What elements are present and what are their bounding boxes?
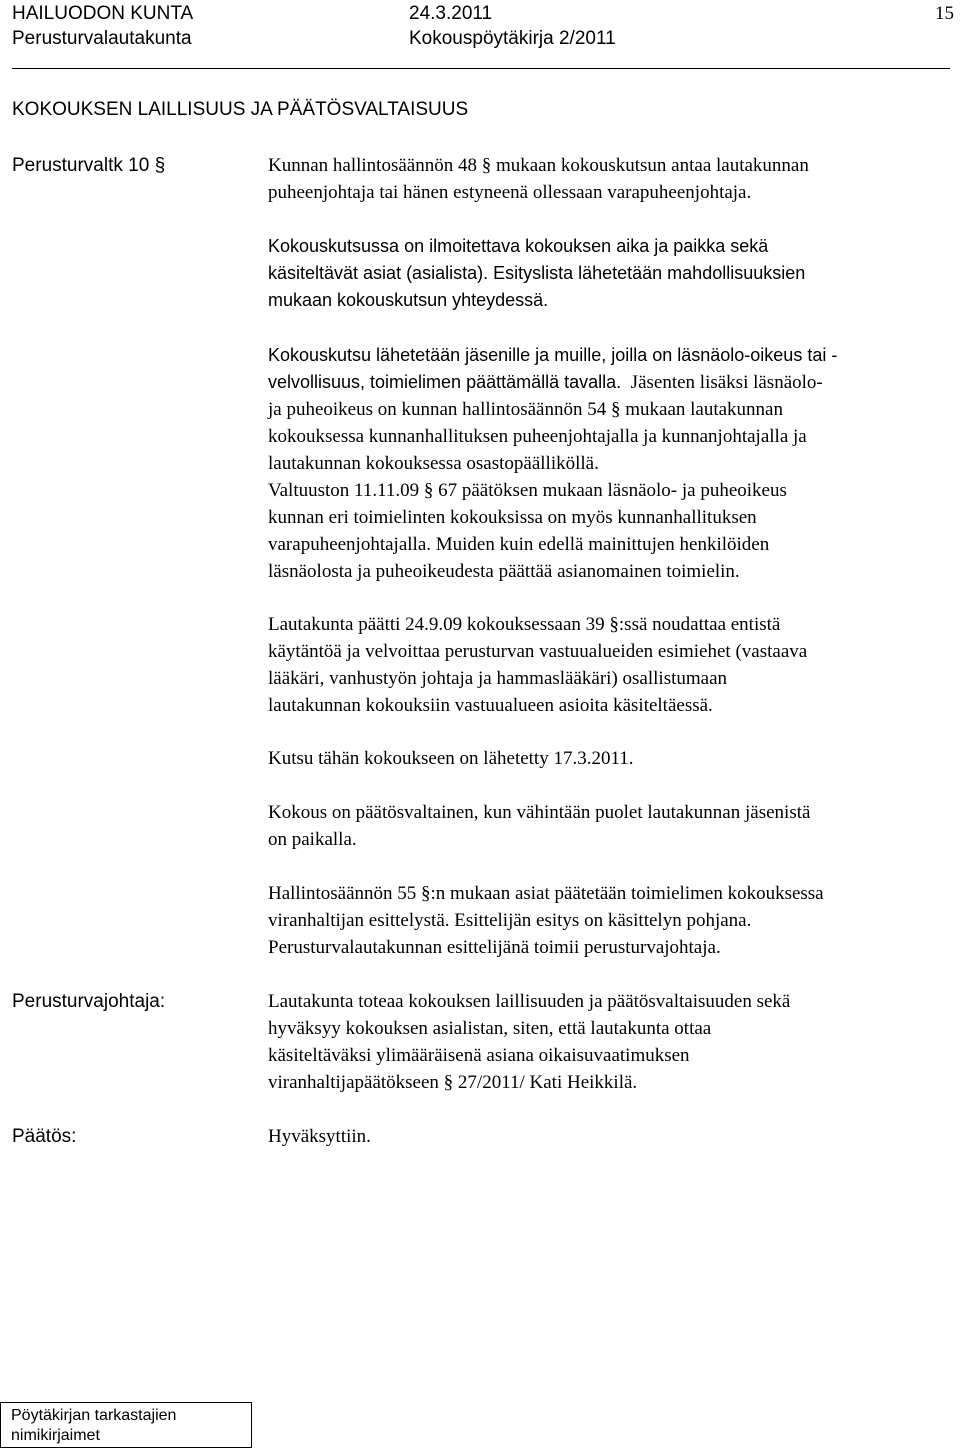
- text-line: on paikalla.: [268, 829, 357, 850]
- proposal-text: [268, 988, 956, 1096]
- paragraph-convening: [268, 152, 956, 206]
- text-line: Kokouskutsussa on ilmoitettava kokouksen aika ja paikka sekä: [268, 236, 769, 256]
- board-name: Perusturvalautakunta: [12, 28, 192, 49]
- decision-text: [268, 1123, 956, 1150]
- footer-line: Pöytäkirjan tarkastajien: [11, 1407, 177, 1424]
- page-number: 15: [935, 3, 954, 24]
- section-reference: Perusturvaltk 10 §: [12, 155, 166, 176]
- footer-line: nimikirjaimet: [11, 1427, 100, 1444]
- text-line: käsiteltäväksi ylimääräisenä asiana oikaisuvaatimuksen: [268, 1045, 690, 1066]
- text-line-mixed: [268, 369, 956, 396]
- text-line: viranhaltijan esittelystä. Esittelijän esitys on käsittelyn pohjana.: [268, 910, 752, 931]
- text-line: hyväksyy kokouksen asialistan, siten, että lautakunta ottaa: [268, 1018, 712, 1039]
- text-segment: Jäsenten lisäksi läsnäolo-: [630, 372, 823, 393]
- text-line: Lautakunta toteaa kokouksen laillisuuden ja päätösvaltaisuuden sekä: [268, 991, 791, 1012]
- text-line: Perusturvalautakunnan esittelijänä toimii perusturvajohtaja.: [268, 937, 721, 958]
- decision-label: Päätös:: [12, 1126, 77, 1147]
- paragraph-officials: [268, 611, 956, 719]
- text-line: läsnäolosta ja puheoikeudesta päättää asianomainen toimielin.: [268, 561, 740, 582]
- text-line: Kokouskutsu lähetetään jäsenille ja muille, joilla on läsnäolo-oikeus tai -: [268, 345, 838, 365]
- text-line: kunnan eri toimielinten kokouksissa on myös kunnanhallituksen: [268, 507, 757, 528]
- text-line: Hallintosäännön 55 §:n mukaan asiat päätetään toimielimen kokouksessa: [268, 883, 824, 904]
- paragraph-attendance: [268, 342, 956, 585]
- text-line: käsiteltävät asiat (asialista). Esityslista lähetetään mahdollisuuksien: [268, 263, 806, 283]
- text-line: Kunnan hallintosäännön 48 § mukaan kokouskutsun antaa lautakunnan: [268, 155, 809, 176]
- paragraph-agenda: [268, 233, 956, 314]
- signature-box: [0, 1402, 252, 1448]
- minutes-id: Kokouspöytäkirja 2/2011: [409, 28, 616, 49]
- section-title: KOKOUKSEN LAILLISUUS JA PÄÄTÖSVALTAISUUS: [12, 99, 469, 120]
- text-line: Kokous on päätösvaltainen, kun vähintään puolet lautakunnan jäsenistä: [268, 802, 811, 823]
- municipality-name: HAILUODON KUNTA: [12, 3, 194, 24]
- text-line: ja puheoikeus on kunnan hallintosäännön 54 § mukaan lautakunnan: [268, 399, 783, 420]
- text-line: lautakunnan kokouksiin vastuualueen asioita käsiteltäessä.: [268, 695, 713, 716]
- paragraph-quorum: [268, 799, 956, 853]
- text-line: kokouksessa kunnanhallituksen puheenjohtajalla ja kunnanjohtajalla ja: [268, 426, 807, 447]
- proposal-label: Perusturvajohtaja:: [12, 991, 166, 1012]
- text-line: lääkäri, vanhustyön johtaja ja hammaslääkäri) osallistumaan: [268, 668, 728, 689]
- text-line: Kutsu tähän kokoukseen on lähetetty 17.3.2011.: [268, 748, 634, 769]
- text-line: Hyväksyttiin.: [268, 1126, 371, 1147]
- text-line: Valtuuston 11.11.09 § 67 päätöksen mukaan läsnäolo- ja puheoikeus: [268, 480, 787, 501]
- text-line: käytäntöä ja velvoittaa perusturvan vastuualueiden esimiehet (vastaava: [268, 641, 808, 662]
- text-line: lautakunnan kokouksessa osastopäälliköllä.: [268, 453, 599, 474]
- text-segment: velvollisuus, toimielimen päättämällä tavalla.: [268, 372, 622, 392]
- text-line: Lautakunta päätti 24.9.09 kokouksessaan 39 §:ssä noudattaa entistä: [268, 614, 781, 635]
- text-line: puheenjohtaja tai hänen estyneenä ollessaan varapuheenjohtaja.: [268, 182, 752, 203]
- paragraph-presentation: [268, 880, 956, 961]
- text-line: varapuheenjohtajalla. Muiden kuin edellä mainittujen henkilöiden: [268, 534, 770, 555]
- text-line: mukaan kokouskutsun yhteydessä.: [268, 290, 549, 310]
- header-divider: [12, 68, 950, 69]
- meeting-date: 24.3.2011: [409, 3, 493, 24]
- paragraph-invitation-date: [268, 745, 956, 772]
- text-line: viranhaltijapäätökseen § 27/2011/ Kati Heikkilä.: [268, 1072, 638, 1093]
